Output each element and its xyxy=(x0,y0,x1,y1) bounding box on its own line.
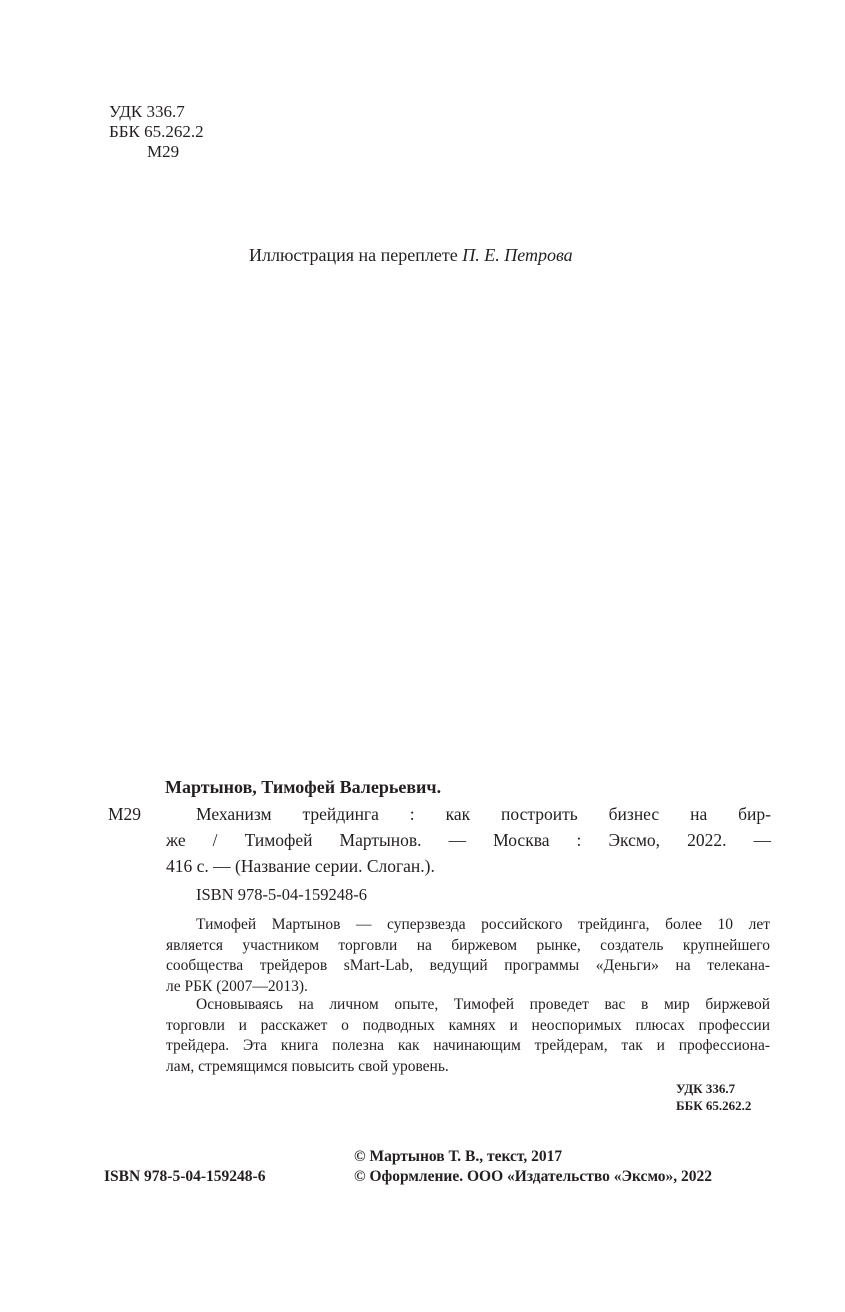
annotation-line: является участником торговли на биржевом рынке, создатель крупнейшего xyxy=(166,936,770,954)
biblio-line: 416 с. — (Название серии. Слоган.). xyxy=(166,856,435,876)
copyright-text: © Мартынов Т. В., текст, 2017 xyxy=(354,1148,563,1165)
udk-code-bottom: УДК 336.7 xyxy=(676,1081,736,1096)
udk-code-top: УДК 336.7 xyxy=(109,102,185,121)
annotation-line: Основываясь на личном опыте, Тимофей проведет вас в мир биржевой xyxy=(196,996,770,1013)
annotation-paragraph-1 xyxy=(166,915,770,998)
annotation-line: трейдера. Эта книга полезна как начинающим трейдерам, так и профессиона- xyxy=(166,1037,770,1055)
illustration-credit xyxy=(249,244,573,266)
bibliographic-description xyxy=(166,801,771,879)
author-heading: Мартынов, Тимофей Валерьевич. xyxy=(165,777,442,797)
annotation-line: сообщества трейдеров sMart-Lab, ведущий программы «Деньги» на телекана- xyxy=(166,957,770,975)
illustration-credit-prefix: Иллюстрация на переплете xyxy=(249,245,463,265)
illustration-artist: П. Е. Петрова xyxy=(462,245,573,265)
isbn-footer: ISBN 978-5-04-159248-6 xyxy=(104,1168,266,1185)
annotation-line: торговли и расскажет о подводных камнях и неоспоримых плюсах профессии xyxy=(166,1016,770,1034)
biblio-line: же / Тимофей Мартынов. — Москва : Эксмо, 2022. — xyxy=(166,830,771,850)
bbk-code-bottom: ББК 65.262.2 xyxy=(676,1098,752,1113)
annotation-line: лам, стремящимся повысить свой уровень. xyxy=(166,1058,449,1076)
author-mark-top: М29 xyxy=(147,142,180,161)
biblio-line: Механизм трейдинга : как построить бизнес на бир- xyxy=(196,804,771,824)
annotation-paragraph-2 xyxy=(166,995,770,1078)
copyright-design: © Оформление. ООО «Издательство «Эксмо», 2022 xyxy=(354,1168,713,1185)
annotation-line: ле РБК (2007—2013). xyxy=(166,978,308,996)
annotation-line: Тимофей Мартынов — суперзвезда российского трейдинга, более 10 лет xyxy=(196,916,770,933)
bbk-code-top: ББК 65.262.2 xyxy=(109,122,204,141)
isbn-record: ISBN 978-5-04-159248-6 xyxy=(196,885,367,904)
author-mark-side: М29 xyxy=(108,804,142,824)
